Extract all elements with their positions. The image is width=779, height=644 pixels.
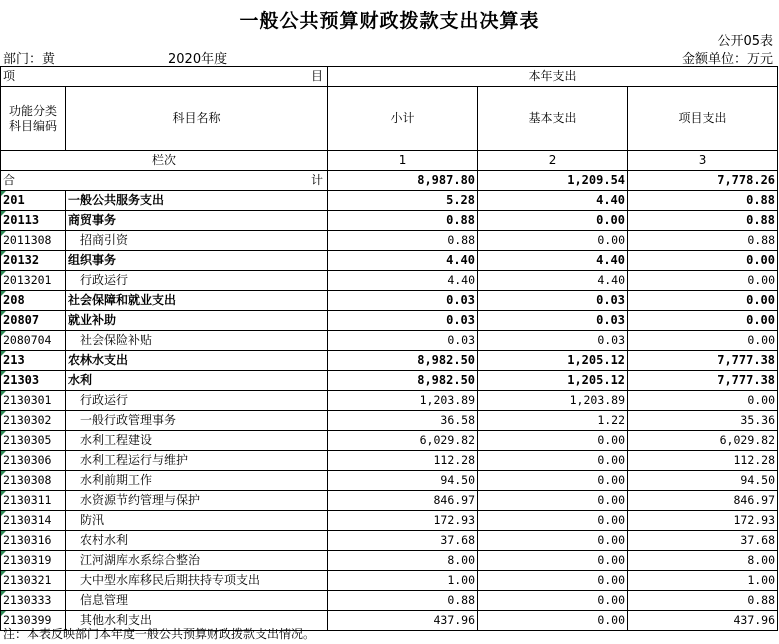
subject-code bbox=[1, 491, 66, 511]
subject-code bbox=[1, 451, 66, 471]
comment-marker-icon bbox=[1, 291, 6, 296]
subject-name: 防汛 bbox=[66, 511, 328, 531]
comment-marker-icon bbox=[1, 371, 6, 376]
basic-value: 4.40 bbox=[478, 191, 628, 211]
comment-marker-icon bbox=[1, 591, 6, 596]
col-number-2: 2 bbox=[478, 151, 628, 171]
comment-marker-icon bbox=[1, 511, 6, 516]
subtotal-value: 0.88 bbox=[328, 231, 478, 251]
project-value: 437.96 bbox=[628, 611, 778, 631]
subject-code bbox=[1, 571, 66, 591]
subject-name: 社会保障和就业支出 bbox=[66, 291, 328, 311]
current-year-header: 本年支出 bbox=[328, 67, 778, 87]
basic-value: 4.40 bbox=[478, 251, 628, 271]
subject-code-text: 20132 bbox=[3, 253, 40, 267]
department-label: 部门：黄 bbox=[3, 52, 56, 67]
subject-code bbox=[1, 551, 66, 571]
subtotal-value: 8,982.50 bbox=[328, 371, 478, 391]
total-row bbox=[1, 171, 778, 191]
table-row bbox=[1, 431, 778, 451]
comment-marker-icon bbox=[1, 411, 6, 416]
subject-code-text: 2130301 bbox=[3, 393, 52, 407]
project-value: 0.00 bbox=[628, 311, 778, 331]
table-row bbox=[1, 331, 778, 351]
column-number-row bbox=[1, 151, 778, 171]
amount-unit: 金额单位：万元 bbox=[681, 52, 773, 67]
project-value: 37.68 bbox=[628, 531, 778, 551]
subject-code-text: 213 bbox=[3, 353, 25, 367]
subject-name: 招商引资 bbox=[66, 231, 328, 251]
subtotal-value: 112.28 bbox=[328, 451, 478, 471]
subject-code-text: 2130311 bbox=[3, 493, 52, 507]
comment-marker-icon bbox=[1, 331, 6, 336]
subtotal-value: 94.50 bbox=[328, 471, 478, 491]
header-row-2 bbox=[1, 87, 778, 151]
subject-name: 信息管理 bbox=[66, 591, 328, 611]
table-row bbox=[1, 191, 778, 211]
comment-marker-icon bbox=[1, 611, 6, 616]
comment-marker-icon bbox=[1, 231, 6, 236]
subtotal-value: 0.88 bbox=[328, 211, 478, 231]
subject-name: 大中型水库移民后期扶持专项支出 bbox=[66, 571, 328, 591]
subject-code-text: 2130306 bbox=[3, 453, 52, 467]
table-row bbox=[1, 551, 778, 571]
table-code: 公开05表 bbox=[717, 34, 773, 49]
subject-code bbox=[1, 471, 66, 491]
column-label: 栏次 bbox=[1, 151, 328, 171]
table-row bbox=[1, 291, 778, 311]
subject-code-text: 2011308 bbox=[3, 233, 52, 247]
subject-code-text: 201 bbox=[3, 193, 25, 207]
subject-name: 组织事务 bbox=[66, 251, 328, 271]
subtotal-value: 37.68 bbox=[328, 531, 478, 551]
subtotal-value: 437.96 bbox=[328, 611, 478, 631]
subject-code-text: 208 bbox=[3, 293, 25, 307]
subject-name: 行政运行 bbox=[66, 271, 328, 291]
subject-code-text: 20807 bbox=[3, 313, 40, 327]
comment-marker-icon bbox=[1, 251, 6, 256]
basic-value: 0.00 bbox=[478, 511, 628, 531]
project-value: 112.28 bbox=[628, 451, 778, 471]
subject-name: 农林水支出 bbox=[66, 351, 328, 371]
table-row bbox=[1, 231, 778, 251]
comment-marker-icon bbox=[1, 271, 6, 276]
table-row bbox=[1, 451, 778, 471]
table-row bbox=[1, 271, 778, 291]
comment-marker-icon bbox=[1, 431, 6, 436]
table-row bbox=[1, 531, 778, 551]
subject-code bbox=[1, 511, 66, 531]
project-value: 8.00 bbox=[628, 551, 778, 571]
project-header: 项目支出 bbox=[628, 87, 778, 151]
total-label-left: 合 bbox=[3, 173, 16, 187]
report-title: 一般公共预算财政拨款支出决算表 bbox=[239, 10, 540, 32]
table-row bbox=[1, 211, 778, 231]
basic-value: 1,205.12 bbox=[478, 371, 628, 391]
comment-marker-icon bbox=[1, 531, 6, 536]
subject-code bbox=[1, 251, 66, 271]
basic-value: 0.00 bbox=[478, 451, 628, 471]
subtotal-value: 1,203.89 bbox=[328, 391, 478, 411]
project-value: 846.97 bbox=[628, 491, 778, 511]
comment-marker-icon bbox=[1, 351, 6, 356]
basic-value: 0.00 bbox=[478, 571, 628, 591]
basic-header: 基本支出 bbox=[478, 87, 628, 151]
subject-name: 水利工程运行与维护 bbox=[66, 451, 328, 471]
project-value: 172.93 bbox=[628, 511, 778, 531]
table-row bbox=[1, 351, 778, 371]
basic-value: 0.00 bbox=[478, 231, 628, 251]
subject-name: 社会保险补贴 bbox=[66, 331, 328, 351]
project-value: 0.88 bbox=[628, 191, 778, 211]
subject-code-text: 2130399 bbox=[3, 613, 52, 627]
comment-marker-icon bbox=[1, 311, 6, 316]
subtotal-value: 8.00 bbox=[328, 551, 478, 571]
project-value: 0.88 bbox=[628, 591, 778, 611]
table-row bbox=[1, 511, 778, 531]
subject-name: 就业补助 bbox=[66, 311, 328, 331]
table-row bbox=[1, 311, 778, 331]
subject-code-text: 2130333 bbox=[3, 593, 52, 607]
basic-value: 0.03 bbox=[478, 311, 628, 331]
expenditure-table bbox=[0, 66, 778, 631]
footnote: 注：本表反映部门本年度一般公共预算财政拨款支出情况。 bbox=[3, 627, 316, 641]
project-value: 0.88 bbox=[628, 231, 778, 251]
table-row bbox=[1, 391, 778, 411]
subject-name-header: 科目名称 bbox=[66, 87, 328, 151]
basic-value: 1.22 bbox=[478, 411, 628, 431]
subject-code-text: 2130314 bbox=[3, 513, 52, 527]
subject-name: 农村水利 bbox=[66, 531, 328, 551]
basic-value: 0.00 bbox=[478, 531, 628, 551]
basic-value: 0.00 bbox=[478, 471, 628, 491]
total-project: 7,778.26 bbox=[628, 171, 778, 191]
comment-marker-icon bbox=[1, 191, 6, 196]
total-label-cell bbox=[1, 171, 328, 191]
subject-name: 水利前期工作 bbox=[66, 471, 328, 491]
subject-code-text: 20113 bbox=[3, 213, 40, 227]
table-row bbox=[1, 371, 778, 391]
subject-code-text: 2130316 bbox=[3, 533, 52, 547]
basic-value: 0.00 bbox=[478, 551, 628, 571]
project-value: 7,777.38 bbox=[628, 371, 778, 391]
comment-marker-icon bbox=[1, 391, 6, 396]
comment-marker-icon bbox=[1, 471, 6, 476]
project-value: 7,777.38 bbox=[628, 351, 778, 371]
basic-value: 0.00 bbox=[478, 431, 628, 451]
table-row bbox=[1, 411, 778, 431]
project-value: 0.00 bbox=[628, 251, 778, 271]
project-value: 0.00 bbox=[628, 271, 778, 291]
basic-value: 0.00 bbox=[478, 591, 628, 611]
subject-code-text: 2130302 bbox=[3, 413, 52, 427]
total-basic: 1,209.54 bbox=[478, 171, 628, 191]
subject-code bbox=[1, 591, 66, 611]
subject-code bbox=[1, 311, 66, 331]
basic-value: 0.03 bbox=[478, 291, 628, 311]
table-row bbox=[1, 571, 778, 591]
table-row bbox=[1, 471, 778, 491]
project-value: 1.00 bbox=[628, 571, 778, 591]
item-header-left: 项 bbox=[3, 69, 16, 83]
subtotal-value: 1.00 bbox=[328, 571, 478, 591]
total-label-right: 计 bbox=[311, 173, 324, 187]
subject-code bbox=[1, 191, 66, 211]
basic-value: 0.00 bbox=[478, 491, 628, 511]
basic-value: 1,205.12 bbox=[478, 351, 628, 371]
item-header-right: 目 bbox=[311, 69, 324, 83]
item-header-cell bbox=[1, 67, 328, 87]
project-value: 0.00 bbox=[628, 331, 778, 351]
basic-value: 4.40 bbox=[478, 271, 628, 291]
subject-code bbox=[1, 211, 66, 231]
basic-value: 1,203.89 bbox=[478, 391, 628, 411]
subtotal-value: 172.93 bbox=[328, 511, 478, 531]
project-value: 6,029.82 bbox=[628, 431, 778, 451]
subject-code bbox=[1, 531, 66, 551]
subtotal-value: 0.03 bbox=[328, 291, 478, 311]
subject-name: 其他水利支出 bbox=[66, 611, 328, 631]
comment-marker-icon bbox=[1, 571, 6, 576]
project-value: 35.36 bbox=[628, 411, 778, 431]
table-row bbox=[1, 251, 778, 271]
project-value: 94.50 bbox=[628, 471, 778, 491]
comment-marker-icon bbox=[1, 211, 6, 216]
project-value: 0.00 bbox=[628, 391, 778, 411]
col-number-1: 1 bbox=[328, 151, 478, 171]
subject-name: 商贸事务 bbox=[66, 211, 328, 231]
subject-name: 一般行政管理事务 bbox=[66, 411, 328, 431]
subject-code-text: 2013201 bbox=[3, 273, 52, 287]
subtotal-value: 846.97 bbox=[328, 491, 478, 511]
subject-code bbox=[1, 411, 66, 431]
subject-code bbox=[1, 291, 66, 311]
table-row bbox=[1, 591, 778, 611]
total-subtotal: 8,987.80 bbox=[328, 171, 478, 191]
subject-code bbox=[1, 231, 66, 251]
subtotal-value: 4.40 bbox=[328, 251, 478, 271]
subject-code bbox=[1, 331, 66, 351]
subject-code-text: 2130319 bbox=[3, 553, 52, 567]
subtotal-value: 0.03 bbox=[328, 331, 478, 351]
subject-name: 江河湖库水系综合整治 bbox=[66, 551, 328, 571]
subject-name: 行政运行 bbox=[66, 391, 328, 411]
comment-marker-icon bbox=[1, 491, 6, 496]
subject-code bbox=[1, 351, 66, 371]
subject-name: 一般公共服务支出 bbox=[66, 191, 328, 211]
subject-code-text: 2130305 bbox=[3, 433, 52, 447]
col-number-3: 3 bbox=[628, 151, 778, 171]
project-value: 0.00 bbox=[628, 291, 778, 311]
subject-code-text: 21303 bbox=[3, 373, 40, 387]
subtotal-value: 4.40 bbox=[328, 271, 478, 291]
subject-code bbox=[1, 271, 66, 291]
subject-code bbox=[1, 371, 66, 391]
project-value: 0.88 bbox=[628, 211, 778, 231]
subtotal-value: 5.28 bbox=[328, 191, 478, 211]
comment-marker-icon bbox=[1, 451, 6, 456]
subject-code bbox=[1, 431, 66, 451]
subject-code bbox=[1, 391, 66, 411]
subtotal-value: 8,982.50 bbox=[328, 351, 478, 371]
subtotal-value: 0.88 bbox=[328, 591, 478, 611]
subject-name: 水利 bbox=[66, 371, 328, 391]
header-row-1 bbox=[1, 67, 778, 87]
subtotal-header: 小计 bbox=[328, 87, 478, 151]
subject-code-text: 2080704 bbox=[3, 333, 52, 347]
basic-value: 0.03 bbox=[478, 331, 628, 351]
table-row bbox=[1, 491, 778, 511]
basic-value: 0.00 bbox=[478, 611, 628, 631]
subject-code-text: 2130321 bbox=[3, 573, 52, 587]
subject-name: 水资源节约管理与保护 bbox=[66, 491, 328, 511]
subtotal-value: 36.58 bbox=[328, 411, 478, 431]
subject-code-text: 2130308 bbox=[3, 473, 52, 487]
func-code-header: 功能分类 科目编码 bbox=[1, 87, 66, 151]
subtotal-value: 0.03 bbox=[328, 311, 478, 331]
comment-marker-icon bbox=[1, 551, 6, 556]
subject-name: 水利工程建设 bbox=[66, 431, 328, 451]
subtotal-value: 6,029.82 bbox=[328, 431, 478, 451]
fiscal-year: 2020年度 bbox=[168, 52, 228, 67]
basic-value: 0.00 bbox=[478, 211, 628, 231]
